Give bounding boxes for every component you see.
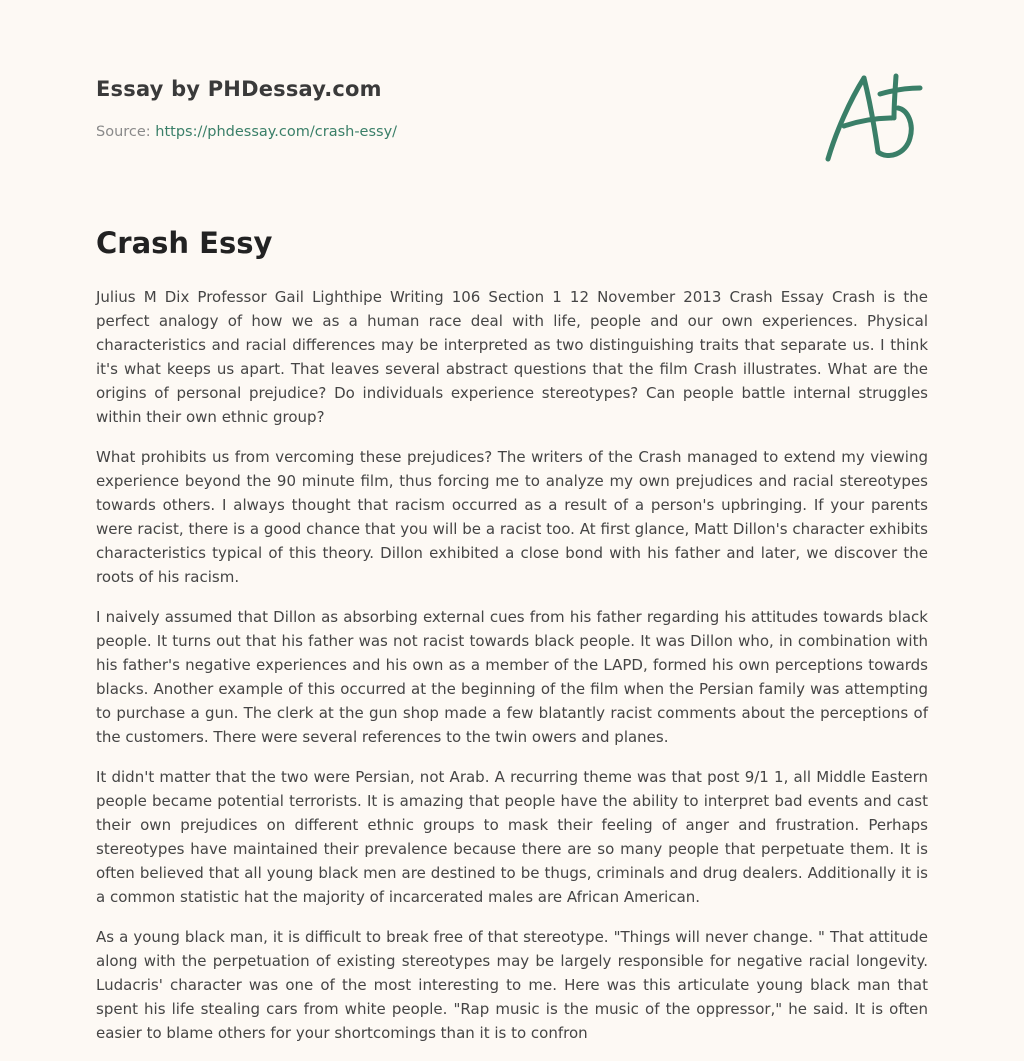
a-plus-logo-icon bbox=[822, 68, 924, 164]
essay-paragraph: I naively assumed that Dillon as absorbing external cues from his father regarding his attitudes towards black people. It turns out that his father was not racist towards black people. It was Dillon who, in combination with his father's negative experiences and his own as a member of the LAPD, formed his own perceptions towards blacks. Another example of this occurred at the beginning of the film when the Persian family was attempting to purchase a gun. The clerk at the gun shop made a few blatantly racist comments about the perceptions of the customers. There were several references to the twin owers and planes. bbox=[96, 608, 928, 746]
source-line bbox=[96, 124, 397, 140]
essay-title: Crash Essy bbox=[96, 226, 273, 260]
source-label: Source: bbox=[96, 124, 156, 140]
essay-paragraph: What prohibits us from vercoming these prejudices? The writers of the Crash managed to extend my viewing experience beyond the 90 minute film, thus forcing me to analyze my own prejudices and racial stereotypes towards others. I always thought that racism occurred as a result of a person's upbringing. If your parents were racist, there is a good chance that you will be a racist too. At first glance, Matt Dillon's character exhibits characteristics typical of this theory. Dillon exhibited a close bond with his father and later, we discover the roots of his racism. bbox=[96, 448, 928, 586]
source-link[interactable]: https://phdessay.com/crash-essy/ bbox=[155, 124, 398, 140]
site-brand: Essay by PHDessay.com bbox=[96, 77, 382, 101]
essay-paragraph: Julius M Dix Professor Gail Lighthipe Writing 106 Section 1 12 November 2013 Crash Essay Crash is the perfect analogy of how we as a human race deal with life, people and our own experiences. Physical characteristics and racial differences may be interpreted as two distinguishing traits that separate us. I think it's what keeps us apart. That leaves several abstract questions that the film Crash illustrates. What are the origins of personal prejudice? Do individuals experience stereotypes? Can people battle internal struggles within their own ethnic group? bbox=[96, 288, 928, 426]
essay-paragraph: As a young black man, it is difficult to break free of that stereotype. "Things will never change. " That attitude along with the perpetuation of existing stereotypes may be largely responsible for negative racial longevity. Ludacris' character was one of the most interesting to me. Here was this articulate young black man that spent his life stealing cars from white people. "Rap music is the music of the oppressor," he said. It is often easier to blame others for your shortcomings than it is to confron bbox=[96, 928, 928, 1042]
essay-body bbox=[96, 285, 928, 1061]
essay-paragraph: It didn't matter that the two were Persian, not Arab. A recurring theme was that post 9/1 1, all Middle Eastern people became potential terrorists. It is amazing that people have the ability to interpret bad events and cast their own prejudices on different ethnic groups to mask their feeling of anger and frustration. Perhaps stereotypes have maintained their prevalence because there are so many people that perpetuate them. It is often believed that all young black men are destined to be thugs, criminals and drug dealers. Additionally it is a common statistic hat the majority of incarcerated males are African American. bbox=[96, 768, 928, 906]
